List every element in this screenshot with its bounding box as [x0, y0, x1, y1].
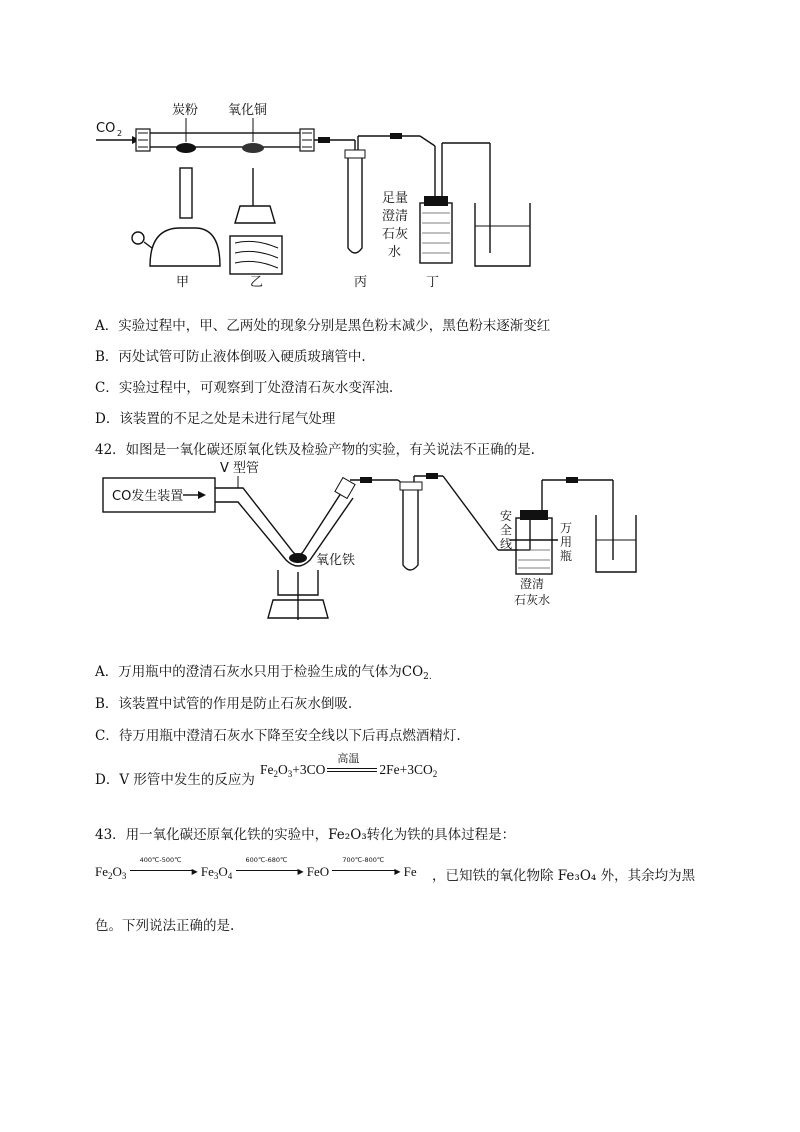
q41-option-b: B．丙处试管可防止液体倒吸入硬质玻璃管中.: [95, 349, 366, 365]
q42-option-a-sub: 2.: [423, 672, 432, 682]
apparatus-figure-1: [90, 98, 560, 298]
q41-option-a: A．实验过程中，甲、乙两处的现象分别是黑色粉末减少，黑色粉末逐渐变红: [95, 318, 551, 334]
label-shihui: 石灰: [382, 227, 409, 242]
bottle-char-1: 万: [560, 521, 573, 535]
q43-line2: 色。下列说法正确的是.: [95, 918, 235, 934]
q42-option-a-text: A．万用瓶中的澄清石灰水只用于检验生成的气体为CO: [95, 664, 424, 680]
q43-conversion-chain: $Fe_2O_3$ 400℃-500℃ ▶ $Fe_3O_4$ 600℃-680℃ ▶ FeO 700℃-800℃ ▶ Fe: [95, 856, 417, 881]
q42-option-d-equation: $Fe_2O_3+3CO$ 高温 $2Fe+3CO_2$: [260, 752, 438, 779]
limewater-label-1: 澄清: [520, 577, 545, 591]
co-device-label: CO发生装置: [112, 489, 184, 504]
co2-label: CO: [96, 121, 116, 136]
label-shui: 水: [388, 245, 402, 260]
carbon-powder-label: 炭粉: [172, 103, 199, 118]
q41-option-d: D．该装置的不足之处是未进行尾气处理: [95, 411, 336, 427]
safety-line-char-2: 全: [500, 523, 513, 537]
copper-oxide-label: 氧化铜: [228, 103, 268, 118]
safety-line-char-3: 线: [500, 537, 513, 551]
label-ding: 丁: [426, 275, 440, 290]
q42-option-d-prefix: D．V 形管中发生的反应为: [95, 772, 255, 788]
q41-option-c: C．实验过程中，可观察到丁处澄清石灰水变浑浊.: [95, 380, 394, 396]
reaction-condition: 高温: [337, 752, 360, 765]
label-chengqing: 澄清: [382, 209, 409, 224]
bottle-char-2: 用: [560, 535, 573, 549]
cond-1: 400℃-500℃: [139, 856, 182, 864]
apparatus-figure-2: [98, 460, 638, 635]
label-bing: 丙: [354, 275, 368, 290]
q42-option-a: [95, 660, 432, 682]
label-jia: 甲: [176, 275, 190, 290]
safety-line-char-1: 安: [500, 509, 513, 523]
q43-stem: 43．用一氧化碳还原氧化铁的实验中，Fe₂O₃转化为铁的具体过程是：: [95, 827, 516, 843]
q43-tail: ，已知铁的氧化物除 Fe₃O₄ 外，其余均为黑: [432, 868, 696, 884]
q42-option-c: C．待万用瓶中澄清石灰水下降至安全线以下后再点燃酒精灯.: [95, 728, 461, 744]
limewater-label-2: 石灰水: [514, 593, 551, 607]
label-yi: 乙: [250, 275, 264, 290]
v-tube-label: V 型管: [220, 461, 260, 476]
cond-2: 600℃-680℃: [245, 856, 288, 864]
q42-option-b: B．该装置中试管的作用是防止石灰水倒吸.: [95, 696, 353, 712]
label-zuliang: 足量: [382, 191, 409, 206]
cond-3: 700℃-800℃: [342, 856, 385, 864]
q42-stem: 42．如图是一氧化碳还原氧化铁及检验产物的实验，有关说法不正确的是.: [95, 442, 535, 458]
q42-option-d: [95, 768, 255, 788]
fe2o3-label: 氧化铁: [316, 553, 356, 568]
bottle-char-3: 瓶: [560, 549, 573, 563]
co2-subscript: 2: [117, 129, 123, 138]
